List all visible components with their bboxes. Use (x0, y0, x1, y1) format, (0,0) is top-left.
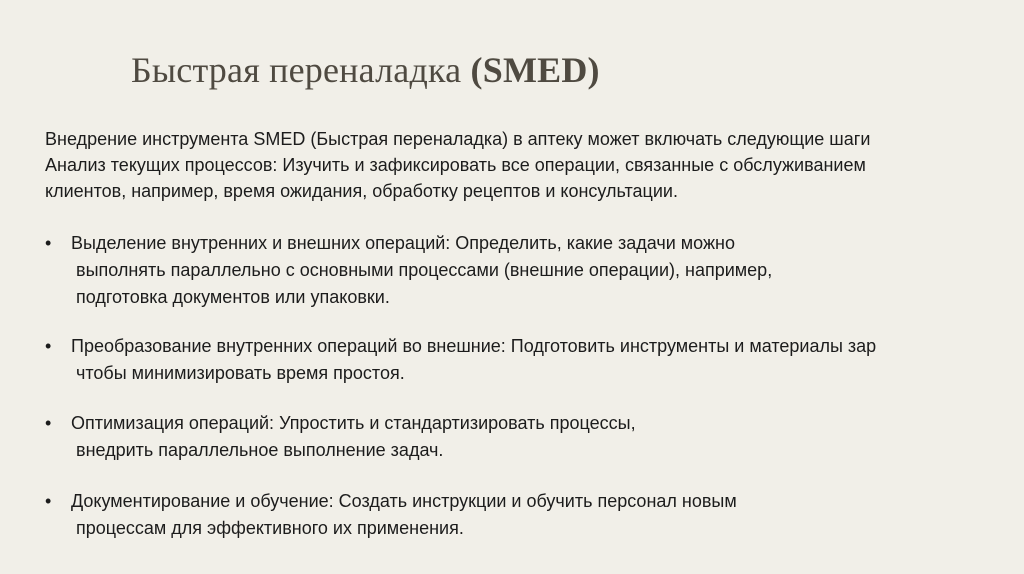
bullet-icon: • (45, 413, 52, 433)
bullet-line: внедрить параллельное выполнение задач. (76, 440, 444, 460)
bullet-icon: • (45, 336, 52, 356)
bullet-line: Преобразование внутренних операций во внешние: Подготовить инструменты и материалы зар (71, 336, 877, 356)
bullet-line: чтобы минимизировать время простоя. (76, 363, 405, 383)
intro-line: Анализ текущих процессов: Изучить и зафиксировать все операции, связанные с обслуживанием (45, 155, 866, 175)
bullet-item (45, 488, 1024, 542)
title-main: Быстрая переналадка (131, 50, 462, 90)
bullet-item (45, 333, 1024, 387)
bullet-item (45, 410, 1024, 464)
bullet-line: Выделение внутренних и внешних операций: Определить, какие задачи можно (71, 233, 735, 253)
slide-title (131, 46, 600, 94)
bullet-line: Оптимизация операций: Упростить и стандартизировать процессы, (71, 413, 636, 433)
bullet-line: процессам для эффективного их применения. (76, 518, 464, 538)
bullet-line: подготовка документов или упаковки. (76, 287, 390, 307)
intro-line: клиентов, например, время ожидания, обработку рецептов и консультации. (45, 181, 678, 201)
slide-body (45, 126, 1024, 542)
bullet-icon: • (45, 491, 52, 511)
intro-line: Внедрение инструмента SMED (Быстрая переналадка) в аптеку может включать следующие шаги (45, 129, 871, 149)
bullet-line: выполнять параллельно с основными процессами (внешние операции), например, (76, 260, 773, 280)
title-acronym: (SMED) (470, 50, 600, 90)
bullet-icon: • (45, 233, 52, 253)
bullet-line: Документирование и обучение: Создать инструкции и обучить персонал новым (71, 491, 737, 511)
bullet-item (45, 230, 1024, 311)
